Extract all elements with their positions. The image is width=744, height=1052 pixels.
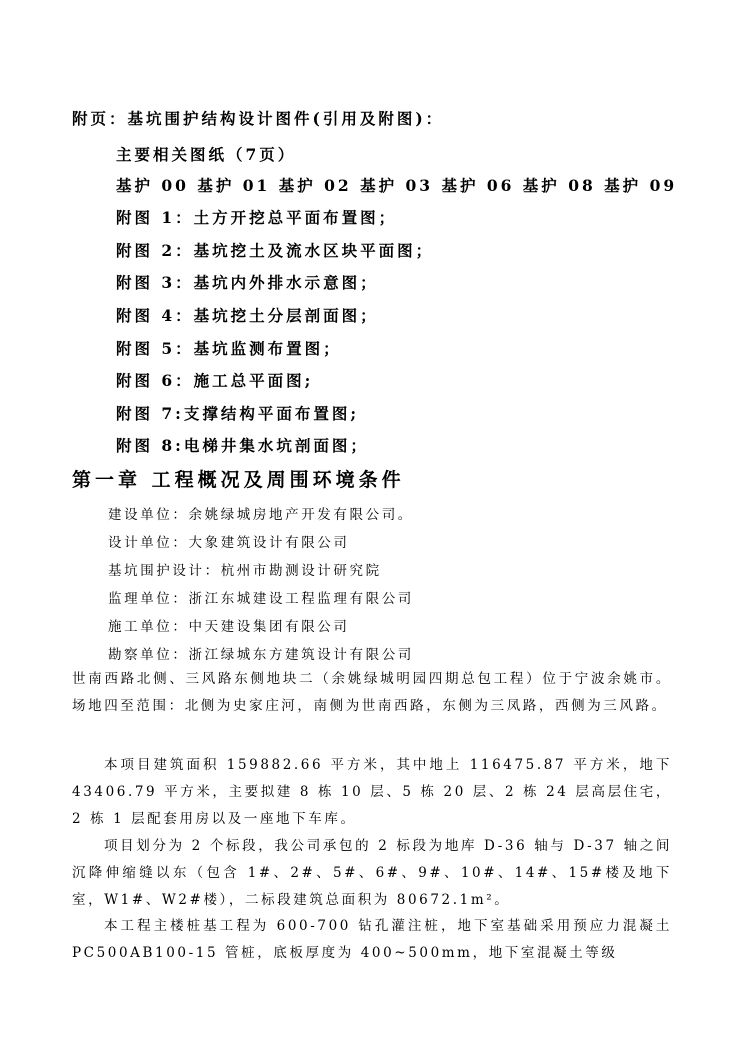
figure-item: 附图 7:支撑结构平面布置图; [116,404,360,423]
figure-item: 附图 5：基坑监测布置图； [116,339,342,358]
figure-item: 附图 4：基坑挖土分层剖面图； [116,306,379,325]
unit-line: 施工单位：中天建设集团有限公司 [108,619,350,635]
main-drawings-line: 主要相关图纸（7页） [116,145,297,164]
chapter-title: 第一章 工程概况及周围环境条件 [72,469,405,491]
paragraph-area: 本项目建筑面积 159882.66 平方米，其中地上 116475.87 平方米，地下 43406.79 平方米，主要拟建 8 栋 10 层、5 栋 20 层、2 栋 24 层高层住宅，2 栋 1 层配套用房以及一座地下车库。 [72,757,672,827]
unit-line: 设计单位：大象建筑设计有限公司 [108,535,350,551]
drawing-codes-line: 基护 00 基护 01 基护 02 基护 03 基护 06 基护 08 基护 09 [116,176,678,195]
paragraph-sections: 项目划分为 2 个标段，我公司承包的 2 标段为地库 D-36 轴与 D-37 轴之间沉降伸缩缝以东（包含 1#、2#、5#、6#、9#、10#、14#、15#楼及地下室，W1#、W2#楼），二标段建筑总面积为 80672.1m²。 [72,838,672,908]
figure-item: 附图 2：基坑挖土及流水区块平面图； [116,241,435,260]
unit-line: 建设单位：余姚绿城房地产开发有限公司。 [108,507,414,523]
figure-item: 附图 8:电梯井集水坑剖面图； [116,436,369,455]
appendix-heading: 附页：基坑围护结构设计图件(引用及附图)： [72,109,445,128]
figure-item: 附图 6：施工总平面图; [116,371,314,390]
paragraph-location: 世南西路北侧、三风路东侧地块二（余姚绿城明园四期总包工程）位于宁波余姚市。场地四至范围：北侧为史家庄河，南侧为世南西路，东侧为三凤路，西侧为三风路。 [72,671,672,714]
unit-line: 基坑围护设计：杭州市勘测设计研究院 [108,563,382,579]
figure-item: 附图 1：土方开挖总平面布置图； [116,208,398,227]
paragraph-foundation: 本工程主楼桩基工程为 600-700 钻孔灌注桩，地下室基础采用预应力混凝土 PC500AB100-15 管桩，底板厚度为 400~500mm，地下室混凝土等级 [72,918,672,961]
unit-line: 监理单位：浙江东城建设工程监理有限公司 [108,591,414,607]
figure-item: 附图 3：基坑内外排水示意图； [116,273,379,292]
unit-line: 勘察单位：浙江绿城东方建筑设计有限公司 [108,647,414,663]
